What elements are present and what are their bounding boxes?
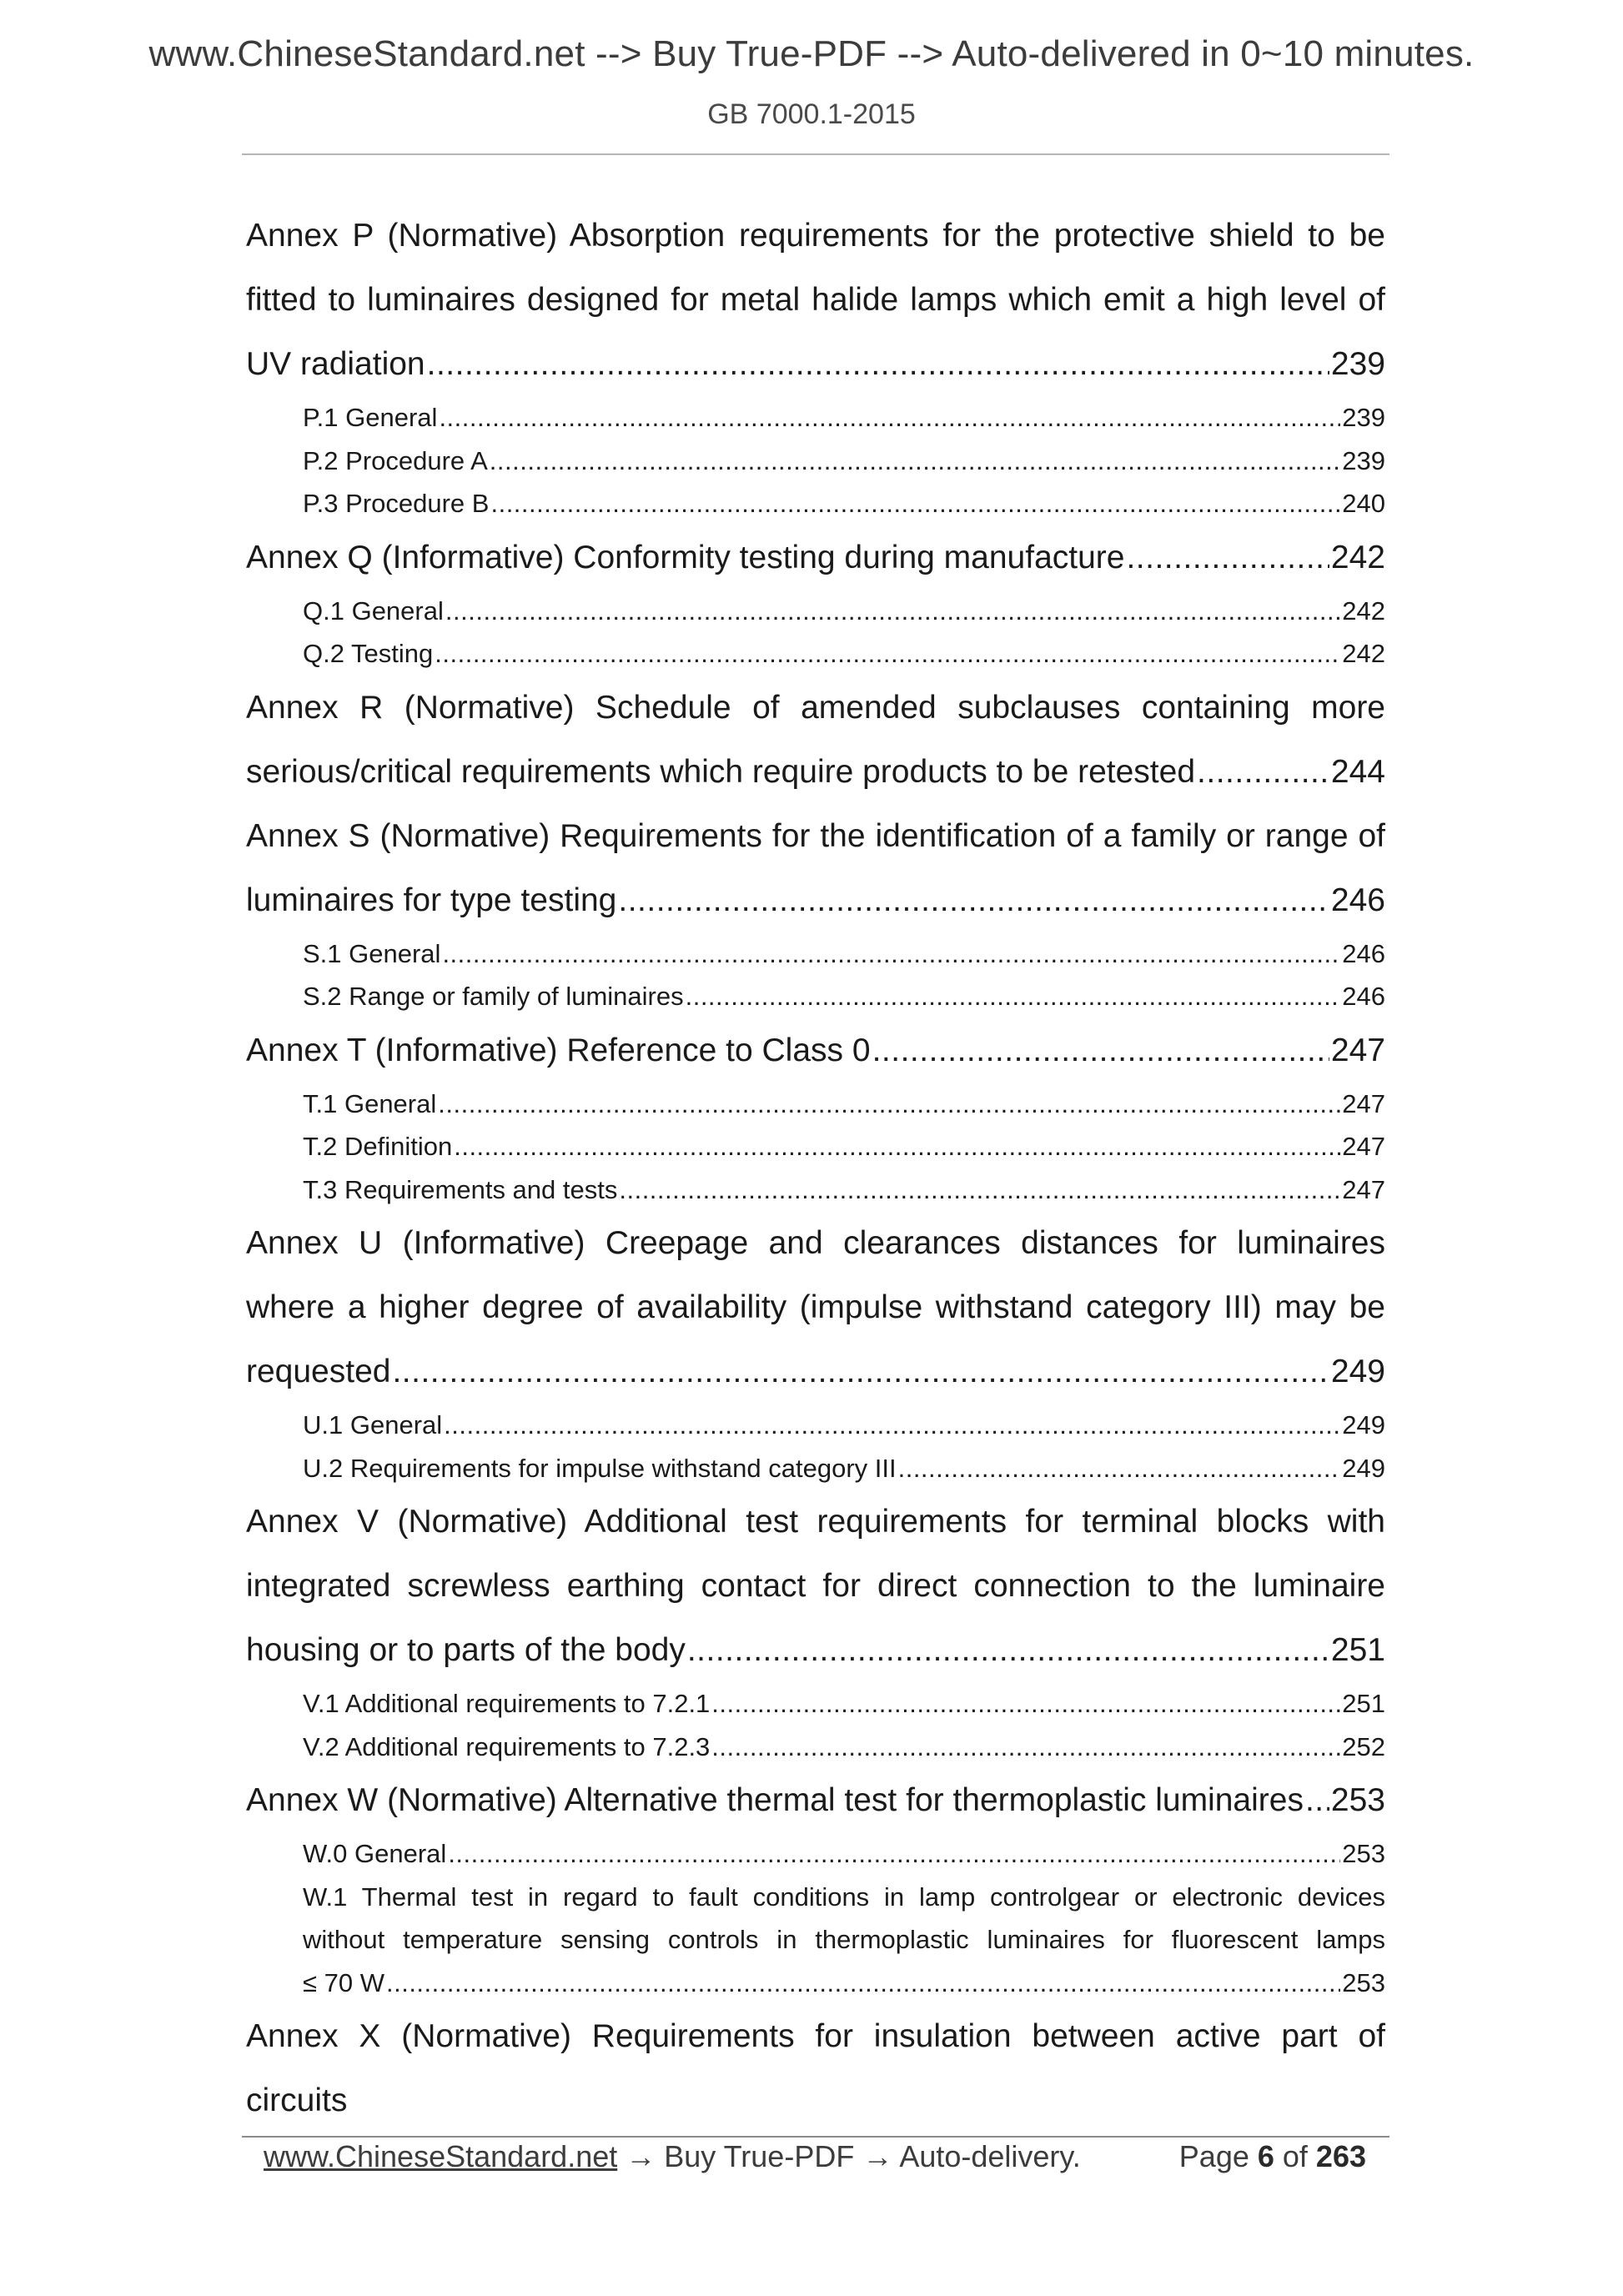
toc-leader-dots [439, 396, 1340, 440]
toc-sub-entry-w-0[interactable] [303, 1832, 1385, 1876]
toc-sub-entry-p-2[interactable] [303, 440, 1385, 483]
toc-page-number: 247 [1330, 1032, 1385, 1068]
toc-entry-text: Annex P (Normative) Absorption requirements for the protective shield to be [246, 218, 1385, 254]
toc-entry-text: Annex T (Informative) Reference to Class 0 [246, 1032, 871, 1068]
current-page-number: 6 [1257, 2139, 1274, 2173]
toc-sub-entry-t-3[interactable] [303, 1168, 1385, 1212]
toc-sub-entry-s-1[interactable] [303, 932, 1385, 976]
toc-entry-annex-t[interactable] [246, 1018, 1385, 1083]
toc-entry-annex-w[interactable] [246, 1768, 1385, 1832]
page-indicator [1179, 2139, 1366, 2174]
toc-entry-annex-v[interactable] [246, 1490, 1385, 1682]
page-prefix: Page [1178, 2139, 1258, 2173]
toc-page-number: 251 [1342, 1689, 1385, 1718]
toc-entry-text: Annex V (Normative) Additional test requirements for terminal blocks with [246, 1504, 1385, 1540]
toc-entry-text: requested [246, 1354, 391, 1389]
toc-entry-annex-p[interactable] [246, 203, 1385, 396]
toc-page-number: 246 [1342, 982, 1385, 1011]
toc-leader-dots [1305, 1768, 1329, 1832]
toc-sub-entry-q-2[interactable] [303, 632, 1385, 676]
toc-leader-dots [1126, 525, 1329, 590]
toc-page-number: 242 [1330, 539, 1385, 575]
toc-entry-text: Annex R (Normative) Schedule of amended subclauses containing more [246, 689, 1385, 726]
toc-entry-text: Annex S (Normative) Requirements for the identification of a family or range of [246, 817, 1385, 854]
toc-sub-entry-s-2[interactable] [303, 975, 1385, 1018]
toc-sub-entry-u-2[interactable] [303, 1447, 1385, 1490]
toc-leader-dots [687, 1618, 1329, 1682]
toc-sub-label: T.1 General [303, 1088, 437, 1118]
toc-page-number: 246 [1342, 938, 1385, 968]
toc-entry-text: UV radiation [246, 346, 425, 382]
toc-entry-annex-x[interactable] [246, 2004, 1385, 2133]
toc-entry-text: luminaires for type testing [246, 882, 617, 918]
toc-sub-label: Q.2 Testing [303, 639, 434, 668]
toc-entry-text: Annex X (Normative) Requirements for insulation between active part of circuits [246, 2018, 1385, 2118]
toc-page-number: 239 [1342, 403, 1385, 432]
toc-sub-label: T.2 Definition [303, 1132, 453, 1161]
toc-entry-text: serious/critical requirements which require products to be retested [246, 753, 1196, 790]
toc-leader-dots [444, 1404, 1340, 1447]
toc-leader-dots [490, 482, 1340, 525]
toc-sub-entry-p-3[interactable] [303, 482, 1385, 525]
toc-page-number: 239 [1342, 445, 1385, 475]
toc-page-number: 247 [1342, 1132, 1385, 1161]
toc-page-number: 247 [1342, 1088, 1385, 1118]
toc-sub-label: Q.1 General [303, 595, 444, 625]
toc-entry-text: integrated screwless earthing contact for direct connection to the luminaire [246, 1568, 1385, 1604]
toc-sub-label: T.3 Requirements and tests [303, 1174, 618, 1204]
toc-leader-dots [490, 440, 1341, 483]
toc-sub-entry-u-1[interactable] [303, 1404, 1385, 1447]
toc-entry-text: Annex U (Informative) Creepage and clearances distances for luminaires [246, 1225, 1385, 1261]
toc-page-number: 242 [1342, 639, 1385, 668]
toc-page-number: 249 [1342, 1453, 1385, 1483]
total-page-count: 263 [1315, 2139, 1366, 2173]
toc-entry-text: Annex W (Normative) Alternative thermal test for thermoplastic luminaires [246, 1782, 1304, 1818]
toc-page-number: 253 [1342, 1839, 1385, 1868]
toc-sub-label: ≤ 70 W [303, 1967, 384, 1997]
toc-sub-label: V.2 Additional requirements to 7.2.3 [303, 1731, 711, 1761]
toc-sub-label: without temperature sensing controls in thermoplastic luminaires for fluorescent lamps [303, 1925, 1385, 1954]
toc-entry-text: housing or to parts of the body [246, 1632, 686, 1668]
page-footer [264, 2139, 1381, 2183]
standard-code: GB 7000.1-2015 [707, 98, 916, 130]
toc-page-number: 249 [1330, 1354, 1385, 1389]
toc-leader-dots [1197, 740, 1329, 804]
toc-page-number: 244 [1330, 753, 1385, 790]
toc-leader-dots [872, 1018, 1329, 1083]
toc-sub-entry-p-1[interactable] [303, 396, 1385, 440]
toc-page-number: 253 [1330, 1782, 1385, 1818]
page-of: of [1274, 2139, 1316, 2173]
toc-sub-entry-q-1[interactable] [303, 590, 1385, 633]
toc-leader-dots [686, 975, 1341, 1018]
toc-sub-label: S.1 General [303, 938, 441, 968]
toc-entry-annex-s[interactable] [246, 804, 1385, 932]
toc-page-number: 239 [1330, 346, 1385, 382]
toc-page-number: 251 [1330, 1632, 1385, 1668]
toc-leader-dots [454, 1125, 1340, 1168]
toc-entry-annex-q[interactable] [246, 525, 1385, 590]
toc-leader-dots [711, 1726, 1340, 1769]
toc-sub-label: V.1 Additional requirements to 7.2.1 [303, 1689, 711, 1718]
toc-leader-dots [619, 1168, 1340, 1212]
toc-leader-dots [386, 1962, 1340, 2005]
toc-leader-dots [445, 590, 1340, 633]
toc-sub-label: S.2 Range or family of luminaires [303, 982, 684, 1011]
toc-sub-label: P.2 Procedure A [303, 445, 488, 475]
toc-entry-text: where a higher degree of availability (impulse withstand category III) may be [246, 1289, 1385, 1325]
toc-page-number: 253 [1342, 1967, 1385, 1997]
toc-sub-label: U.2 Requirements for impulse withstand category III [303, 1453, 897, 1483]
toc-leader-dots [427, 332, 1329, 396]
footer-site-link[interactable]: www.ChineseStandard.net [264, 2139, 618, 2173]
toc-entry-text: Annex Q (Informative) Conformity testing during manufacture [246, 539, 1125, 575]
table-of-contents [246, 203, 1385, 2133]
toc-sub-label: U.1 General [303, 1410, 443, 1439]
footer-divider [242, 2136, 1389, 2138]
toc-leader-dots [438, 1083, 1340, 1126]
toc-sub-label: P.1 General [303, 403, 438, 432]
toc-sub-label: P.3 Procedure B [303, 489, 490, 518]
toc-leader-dots [435, 632, 1340, 676]
toc-sub-entry-v-1[interactable] [303, 1682, 1385, 1726]
toc-sub-entry-w-1[interactable] [303, 1876, 1385, 2005]
toc-entry-annex-r[interactable] [246, 676, 1385, 804]
toc-page-number: 249 [1342, 1410, 1385, 1439]
toc-sub-entry-v-2[interactable] [303, 1726, 1385, 1769]
toc-leader-dots [898, 1447, 1341, 1490]
toc-page-number: 240 [1342, 489, 1385, 518]
toc-page-number: 246 [1330, 882, 1385, 918]
toc-page-number: 242 [1342, 595, 1385, 625]
toc-sub-entry-t-1[interactable] [303, 1083, 1385, 1126]
footer-tagline: → Buy True-PDF → Auto-delivery. [617, 2139, 1081, 2173]
toc-page-number: 247 [1342, 1174, 1385, 1204]
toc-entry-annex-u[interactable] [246, 1211, 1385, 1404]
toc-leader-dots [448, 1832, 1340, 1876]
toc-sub-entry-t-2[interactable] [303, 1125, 1385, 1168]
toc-leader-dots [618, 868, 1329, 932]
toc-leader-dots [392, 1339, 1329, 1404]
site-banner: www.ChineseStandard.net --> Buy True-PDF --> Auto-delivered in 0~10 minutes. [148, 33, 1475, 74]
footer-left [264, 2139, 1081, 2174]
toc-entry-text: fitted to luminaires designed for metal halide lamps which emit a high level of [246, 282, 1385, 318]
toc-sub-label: W.0 General [303, 1839, 447, 1868]
toc-page-number: 252 [1342, 1731, 1385, 1761]
toc-sub-label: W.1 Thermal test in regard to fault conditions in lamp controlgear or electronic devices [303, 1882, 1385, 1912]
header-divider [242, 153, 1389, 155]
toc-leader-dots [442, 932, 1340, 976]
toc-leader-dots [711, 1682, 1340, 1726]
